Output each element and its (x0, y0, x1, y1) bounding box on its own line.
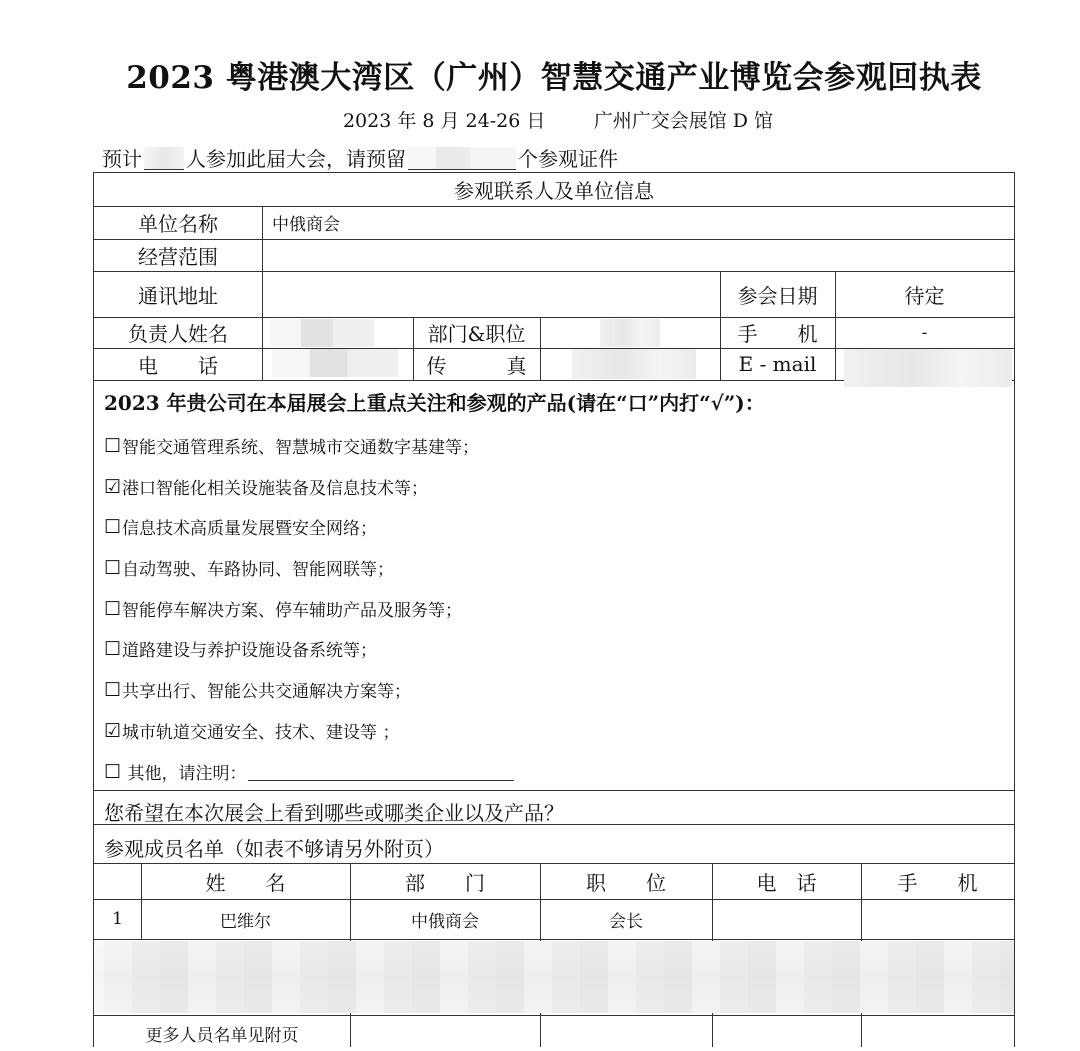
redacted-email (844, 349, 1012, 387)
other-specify-field[interactable] (248, 763, 514, 781)
option-smart-port[interactable]: ☑ 港口智能化相关设施装备及信息技术等； (104, 475, 429, 499)
checkbox-icon[interactable]: ☐ (104, 678, 122, 701)
estimate-mid: 人参加此届大会，请预留 (186, 147, 406, 171)
checkbox-icon[interactable]: ☐ (104, 760, 122, 783)
option-rail-transit[interactable]: ☑ 城市轨道交通安全、技术、建设等 ； (104, 719, 400, 743)
member-position[interactable]: 会长 (609, 911, 643, 932)
redacted-person-name (270, 319, 374, 347)
event-date: 2023 年 8 月 24-26 日 (342, 110, 546, 132)
attendee-estimate-line (102, 143, 618, 172)
checked-checkbox-icon[interactable]: ☑ (104, 475, 122, 498)
members-title: 参观成员名单（如表不够请另外附页） (104, 837, 444, 861)
redacted-dept (600, 319, 660, 347)
email-label: E - mail (738, 352, 817, 376)
event-venue: 广州广交会展馆 D 馆 (593, 110, 774, 132)
address-field[interactable] (262, 271, 720, 317)
member-phone[interactable] (712, 899, 861, 939)
redacted-phone (272, 349, 398, 377)
more-members-note: 更多人员名单见附页 (145, 1025, 299, 1046)
option-smart-traffic[interactable]: ☐ 智能交通管理系统、智慧城市交通数字基建等； (104, 434, 480, 458)
checked-checkbox-icon[interactable]: ☑ (104, 719, 122, 742)
mobile-field[interactable]: - (921, 322, 928, 343)
col-phone-header: 电 话 (756, 870, 817, 895)
rule (94, 790, 1014, 791)
member-mobile[interactable] (861, 899, 1014, 939)
option-road-construction[interactable]: ☐ 道路建设与养护设施设备系统等； (104, 637, 378, 661)
option-other[interactable]: ☐ 其他，请注明： (104, 759, 514, 784)
pass-count-field[interactable] (408, 147, 516, 170)
mobile-label: 手 机 (737, 322, 818, 346)
fax-label: 传 真 (426, 353, 527, 378)
checkbox-icon[interactable]: ☐ (104, 637, 122, 660)
contact-section-title: 参观联系人及单位信息 (454, 179, 654, 203)
col-name-header: 姓 名 (205, 870, 286, 895)
products-section-title: 2023 年贵公司在本届展会上重点关注和参观的产品(请在“口”内打“√”)： (104, 391, 765, 415)
estimate-suffix: 个参观证件 (518, 147, 618, 171)
option-smart-parking[interactable]: ☐ 智能停车解决方案、停车辅助产品及服务等； (104, 597, 463, 621)
estimate-prefix: 预计 (102, 147, 142, 171)
scope-label: 经营范围 (138, 244, 218, 269)
option-shared-mobility[interactable]: ☐ 共享出行、智能公共交通解决方案等； (104, 678, 412, 702)
member-name[interactable]: 巴维尔 (220, 911, 271, 932)
checkbox-icon[interactable]: ☐ (104, 556, 122, 579)
member-dept[interactable]: 中俄商会 (411, 911, 479, 932)
checkbox-icon[interactable]: ☐ (104, 434, 122, 457)
phone-label: 电 话 (138, 353, 218, 378)
dept-label: 部门&职位 (427, 322, 526, 346)
rule (94, 939, 1014, 940)
person-label: 负责人姓名 (128, 322, 228, 346)
col-position-header: 职 位 (586, 870, 666, 895)
redacted-member-rows-overlay (94, 941, 1014, 1013)
company-field[interactable]: 中俄商会 (272, 215, 340, 235)
form-title: 2023 粤港澳大湾区（广州）智慧交通产业博览会参观回执表 (126, 60, 982, 96)
address-label: 通讯地址 (138, 283, 218, 308)
company-label: 单位名称 (138, 212, 218, 236)
row-index: 1 (112, 909, 123, 929)
col-mobile-header: 手 机 (897, 870, 978, 895)
checkbox-icon[interactable]: ☐ (104, 597, 122, 620)
attend-date-label: 参会日期 (737, 283, 818, 308)
registration-form (93, 172, 1015, 1047)
attend-date-field[interactable]: 待定 (904, 283, 945, 308)
attendee-count-field[interactable] (144, 147, 184, 170)
rule (540, 317, 541, 380)
event-date-venue (0, 106, 1080, 133)
expectation-question: 您希望在本次展会上看到哪些或哪类企业以及产品？ (104, 801, 564, 825)
option-info-security[interactable]: ☐ 信息技术高质量发展暨安全网络； (104, 515, 378, 539)
scope-field[interactable] (262, 239, 1014, 271)
checkbox-icon[interactable]: ☐ (104, 515, 122, 538)
option-autonomous-driving[interactable]: ☐ 自动驾驶、车路协同、智能网联等； (104, 556, 395, 580)
redacted-fax (572, 349, 696, 379)
col-dept-header: 部 门 (405, 870, 485, 895)
